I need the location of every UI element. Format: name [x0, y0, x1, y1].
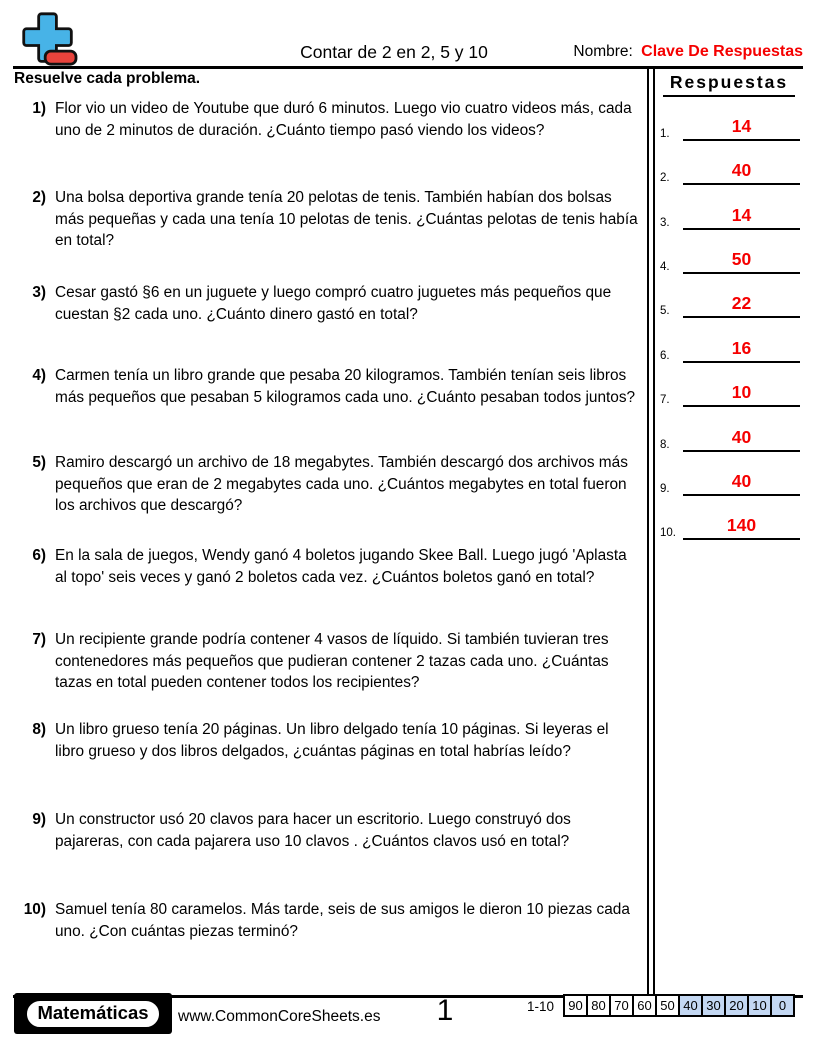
answer-row [656, 424, 802, 452]
page-number: 1 [436, 994, 454, 1027]
answer-number: 6. [660, 350, 670, 362]
score-cell: 0 [770, 994, 795, 1017]
answer-row [656, 202, 802, 230]
problem-number: 9) [32, 811, 46, 828]
answer-number: 1. [660, 128, 670, 140]
brand-badge [14, 993, 172, 1034]
problem-item [12, 282, 648, 325]
problem-text: Carmen tenía un libro grande que pesaba 20 kilogramos. También tenían seis libros más pequeños que pesaban 5 kilogramos cada uno. ¿Cuánto pesaban todos juntos? [55, 367, 636, 406]
problem-number: 2) [32, 189, 46, 206]
score-cell: 10 [747, 994, 772, 1017]
name-row [573, 43, 803, 61]
answer-key-label: Clave De Respuestas [641, 43, 803, 60]
name-label: Nombre: [573, 43, 633, 60]
answer-number: 5. [660, 305, 670, 317]
answer-value: 40 [683, 468, 800, 496]
answer-row [656, 512, 802, 540]
problem-text: En la sala de juegos, Wendy ganó 4 boletos jugando Skee Ball. Luego jugó 'Aplasta al topo' seis veces y ganó 2 boletos cada vez. ¿Cuántos boletos ganó en total? [55, 547, 627, 586]
answer-value: 140 [683, 512, 800, 540]
answer-number: 3. [660, 217, 670, 229]
problem-item [12, 545, 648, 588]
answers-header: Respuestas [663, 72, 795, 97]
problem-number: 1) [32, 100, 46, 117]
brand-label: Matemáticas [25, 999, 160, 1029]
problem-text: Un libro grueso tenía 20 páginas. Un libro delgado tenía 10 páginas. Si leyeras el libro grueso y dos libros delgados, ¿cuántas páginas en total habrías leído? [55, 721, 609, 760]
worksheet-title: Contar de 2 en 2, 5 y 10 [300, 42, 488, 62]
problem-item [12, 452, 648, 517]
score-cell: 60 [632, 994, 657, 1017]
answer-value: 14 [683, 202, 800, 230]
answer-row [656, 113, 802, 141]
score-table [563, 994, 795, 1017]
answer-value: 10 [683, 379, 800, 407]
answer-number: 7. [660, 394, 670, 406]
answer-value: 50 [683, 246, 800, 274]
answer-row [656, 379, 802, 407]
answer-row [656, 290, 802, 318]
problem-number: 10) [23, 901, 46, 918]
website-url: www.CommonCoreSheets.es [178, 1008, 381, 1025]
answer-number: 8. [660, 439, 670, 451]
problem-number: 8) [32, 721, 46, 738]
score-cell: 40 [678, 994, 703, 1017]
problem-item [12, 809, 648, 852]
problem-item [12, 187, 648, 252]
problem-item [12, 719, 648, 762]
score-cell: 80 [586, 994, 611, 1017]
problem-item [12, 365, 648, 408]
problem-text: Ramiro descargó un archivo de 18 megabytes. También descargó dos archivos más pequeños que eran de 2 megabytes cada uno. ¿Cuántos megabytes en total fueron los archivos que descargó? [55, 454, 628, 514]
answer-number: 9. [660, 483, 670, 495]
problem-text: Una bolsa deportiva grande tenía 20 pelotas de tenis. También habían dos bolsas más pequeñas y cada una tenía 10 pelotas de tenis. ¿Cuántas pelotas de tenis había en total? [55, 189, 638, 249]
column-divider [647, 68, 655, 995]
problem-text: Flor vio un video de Youtube que duró 6 minutos. Luego vio cuatro videos más, cada uno de 2 minutos de duración. ¿Cuánto tiempo pasó viendo los videos? [55, 100, 632, 139]
score-cell: 50 [655, 994, 680, 1017]
score-cell: 20 [724, 994, 749, 1017]
answer-value: 14 [683, 113, 800, 141]
answer-row [656, 246, 802, 274]
answer-number: 2. [660, 172, 670, 184]
score-range-label: 1-10 [527, 999, 555, 1014]
answer-number: 10. [660, 527, 676, 539]
problem-item [12, 98, 648, 141]
answer-row [656, 335, 802, 363]
answer-value: 22 [683, 290, 800, 318]
problem-number: 6) [32, 547, 46, 564]
header-rule [13, 66, 803, 69]
problem-number: 4) [32, 367, 46, 384]
answer-row [656, 157, 802, 185]
problem-text: Samuel tenía 80 caramelos. Más tarde, seis de sus amigos le dieron 10 piezas cada uno. ¿Con cuántas piezas terminó? [55, 901, 630, 940]
score-cell: 70 [609, 994, 634, 1017]
problem-text: Un constructor usó 20 clavos para hacer un escritorio. Luego construyó dos pajareras, con cada pajarera uso 10 clavos . ¿Cuántos clavos usó en total? [55, 811, 571, 850]
answer-value: 40 [683, 157, 800, 185]
problem-text: Un recipiente grande podría contener 4 vasos de líquido. Si también tuvieran tres contenedores más pequeños que pudieran contener 2 tazas cada uno. ¿Cuántas tazas en total pueden contener todos los recipientes? [55, 631, 609, 691]
score-cell: 30 [701, 994, 726, 1017]
problem-number: 3) [32, 284, 46, 301]
answer-value: 40 [683, 424, 800, 452]
answer-value: 16 [683, 335, 800, 363]
problem-item [12, 899, 648, 942]
problem-number: 7) [32, 631, 46, 648]
answer-row [656, 468, 802, 496]
score-cell: 90 [563, 994, 588, 1017]
problem-number: 5) [32, 454, 46, 471]
answer-number: 4. [660, 261, 670, 273]
instructions: Resuelve cada problema. [14, 70, 201, 87]
problem-text: Cesar gastó §6 en un juguete y luego compró cuatro juguetes más pequeños que cuestan §2 cada uno. ¿Cuánto dinero gastó en total? [55, 284, 612, 323]
problem-item [12, 629, 648, 694]
